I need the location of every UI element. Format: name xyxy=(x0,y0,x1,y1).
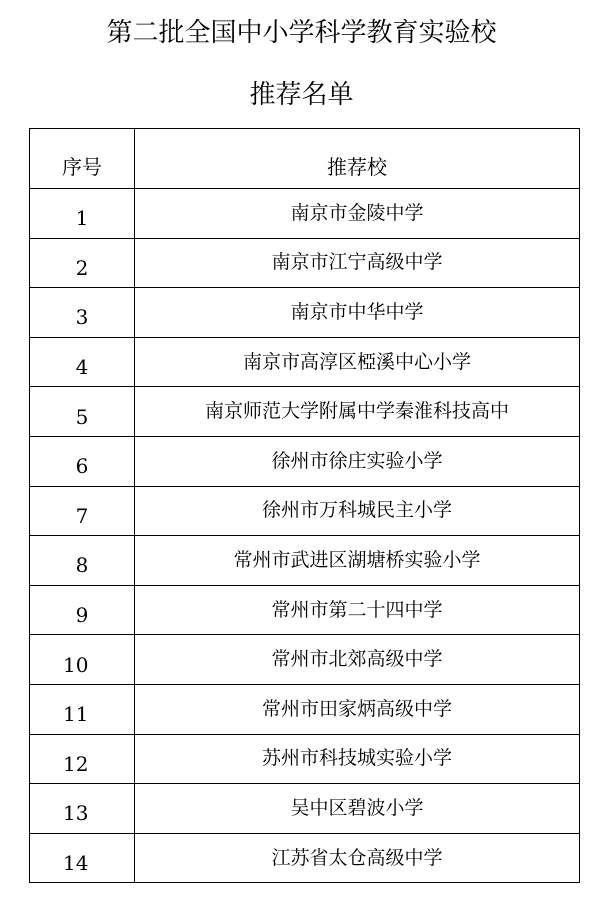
row-school: 江苏省太仓高级中学 xyxy=(135,833,580,883)
table-row xyxy=(30,486,580,536)
row-school: 常州市北郊高级中学 xyxy=(135,635,580,685)
row-number: 9 xyxy=(30,585,135,635)
table-row xyxy=(30,684,580,734)
row-school: 南京市金陵中学 xyxy=(135,189,580,239)
table-row xyxy=(30,833,580,883)
table-row xyxy=(30,387,580,437)
row-number: 8 xyxy=(30,536,135,586)
header-number: 序号 xyxy=(30,129,135,189)
row-school: 常州市第二十四中学 xyxy=(135,585,580,635)
table-row xyxy=(30,734,580,784)
row-number: 4 xyxy=(30,337,135,387)
table-header-row xyxy=(30,129,580,189)
row-school: 徐州市徐庄实验小学 xyxy=(135,436,580,486)
table-row xyxy=(30,189,580,239)
row-number: 2 xyxy=(30,238,135,288)
row-number: 7 xyxy=(30,486,135,536)
row-school: 常州市田家炳高级中学 xyxy=(135,684,580,734)
row-school: 徐州市万科城民主小学 xyxy=(135,486,580,536)
row-school: 苏州市科技城实验小学 xyxy=(135,734,580,784)
table-row xyxy=(30,337,580,387)
row-school: 南京市高淳区椏溪中心小学 xyxy=(135,337,580,387)
document-subtitle: 推荐名单 xyxy=(249,80,354,110)
table-row xyxy=(30,436,580,486)
row-school: 南京师范大学附属中学秦淮科技高中 xyxy=(135,387,580,437)
row-number: 3 xyxy=(30,288,135,338)
document-title: 第二批全国中小学科学教育实验校 xyxy=(106,18,497,48)
row-number: 14 xyxy=(30,833,135,883)
row-number: 11 xyxy=(30,684,135,734)
row-school: 常州市武进区湖塘桥实验小学 xyxy=(135,536,580,586)
table-row xyxy=(30,784,580,834)
table-row xyxy=(30,288,580,338)
row-number: 6 xyxy=(30,436,135,486)
row-number: 1 xyxy=(30,189,135,239)
row-school: 吴中区碧波小学 xyxy=(135,784,580,834)
header-school: 推荐校 xyxy=(135,129,580,189)
row-school: 南京市中华中学 xyxy=(135,288,580,338)
row-school: 南京市江宁高级中学 xyxy=(135,238,580,288)
table-row xyxy=(30,585,580,635)
row-number: 13 xyxy=(30,784,135,834)
table-row xyxy=(30,238,580,288)
row-number: 12 xyxy=(30,734,135,784)
row-number: 10 xyxy=(30,635,135,685)
table-row xyxy=(30,536,580,586)
recommendation-table xyxy=(29,128,580,883)
table-row xyxy=(30,635,580,685)
row-number: 5 xyxy=(30,387,135,437)
